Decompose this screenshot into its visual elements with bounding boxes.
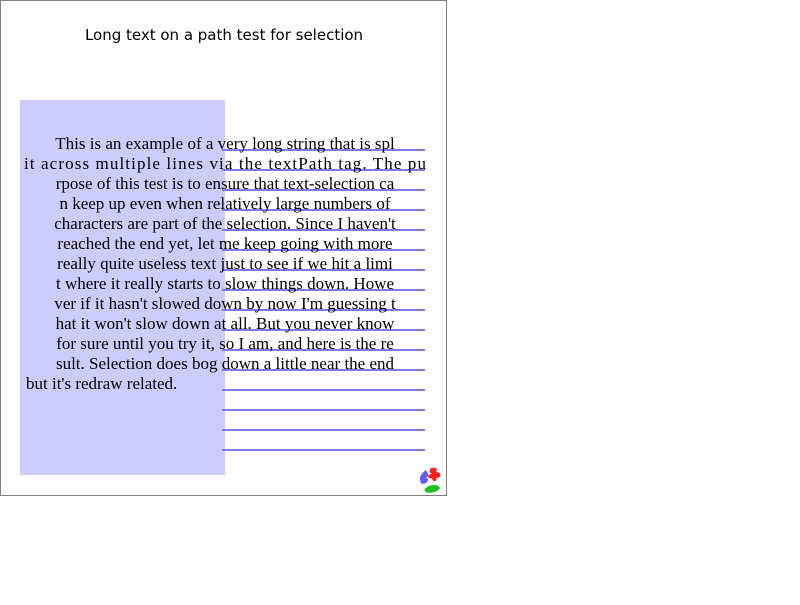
text-path-line[interactable]: t where it really starts to slow things down. Howe — [55, 274, 395, 293]
text-path-line[interactable]: sult. Selection does bog down a little near the end — [55, 354, 395, 373]
text-path-line[interactable]: ver if it hasn't slowed down by now I'm guessing t — [54, 294, 396, 313]
text-path-line[interactable]: rpose of this test is to ensure that text-selection ca — [55, 174, 395, 193]
text-path-line[interactable]: hat it won't slow down at all. But you never know — [55, 314, 395, 333]
text-path-line[interactable]: n keep up even when relatively large numbers of — [59, 194, 391, 213]
text-path-line[interactable]: it across multiple lines via the textPath tag. The pu — [24, 154, 426, 173]
text-path-line[interactable]: characters are part of the selection. Since I haven't — [54, 214, 396, 233]
text-path-line[interactable]: but it's redraw related. — [26, 374, 178, 393]
text-path-line[interactable]: This is an example of a very long string that is spl — [55, 134, 395, 153]
text-path-line[interactable]: reached the end yet, let me keep going with more — [57, 234, 393, 253]
text-path-line[interactable]: for sure until you try it, so I am, and here is the re — [56, 334, 394, 353]
page-title: Long text on a path test for selection — [84, 26, 364, 44]
text-path-line[interactable]: really quite useless text just to see if we hit a limi — [57, 254, 393, 273]
text-on-path[interactable] — [24, 134, 427, 393]
